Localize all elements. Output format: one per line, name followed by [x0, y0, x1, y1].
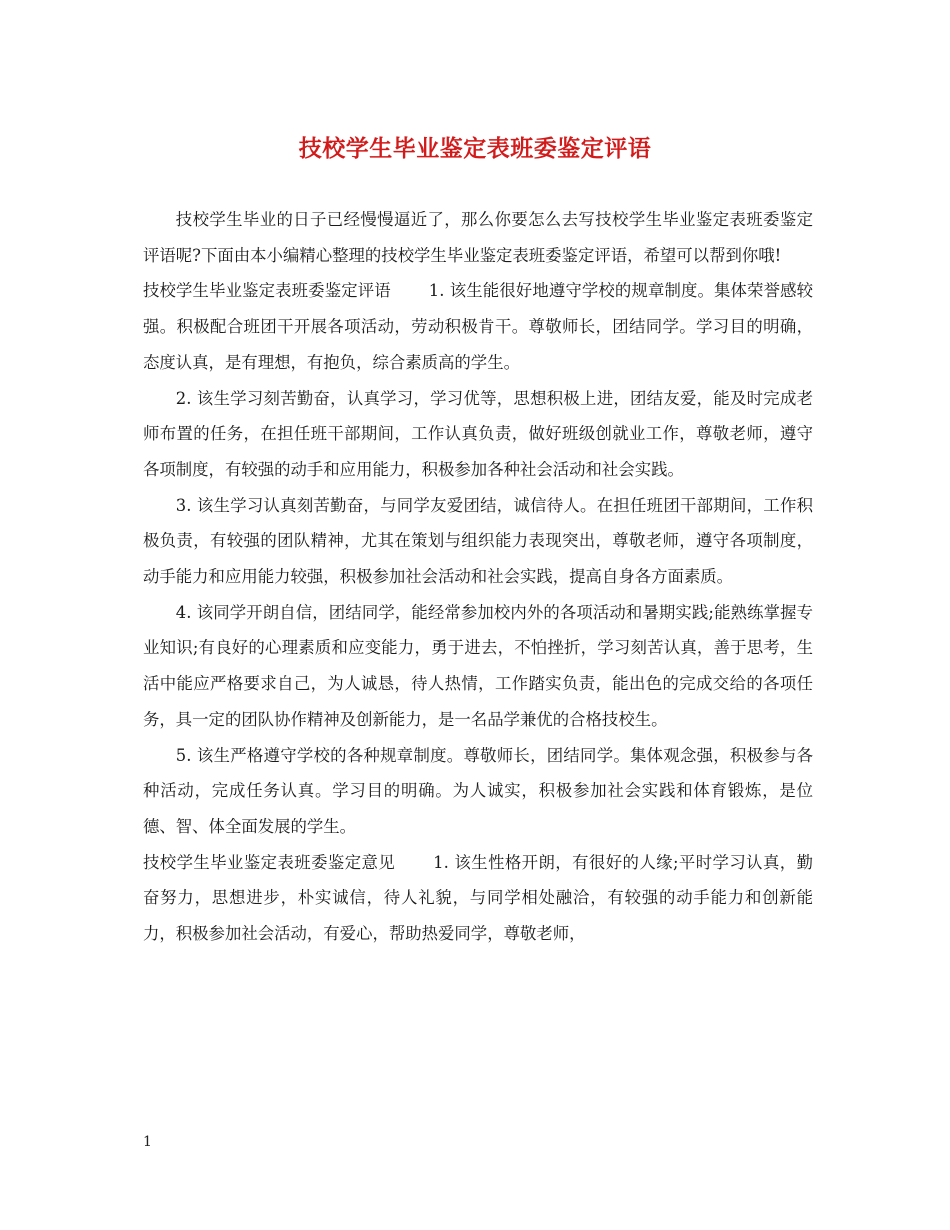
section1-item-1: 1. 该生能很好地遵守学校的规章制度。集体荣誉感较强。积极配合班团干开展各项活动，劳动积极肯干。尊敬师长，团结同学。学习目的明确，态度认真，是有理想，有抱负，综合素质高的学生。: [143, 281, 813, 372]
section1-heading: 技校学生毕业鉴定表班委鉴定评语: [143, 281, 391, 301]
section2-heading: 技校学生毕业鉴定表班委鉴定意见: [143, 852, 396, 872]
intro-paragraph: 技校学生毕业的日子已经慢慢逼近了，那么你要怎么去写技校学生毕业鉴定表班委鉴定评语呢?下面由本小编精心整理的技校学生毕业鉴定表班委鉴定评语，希望可以帮到你哦!: [143, 210, 813, 265]
section1-paragraph: [143, 273, 813, 380]
section2-item-1: 1. 该生性格开朗，有很好的人缘;平时学习认真，勤奋努力，思想进步，朴实诚信，待人礼貌，与同学相处融洽，有较强的动手能力和创新能力，积极参加社会活动，有爱心，帮助热爱同学，尊敬老师，: [143, 852, 813, 944]
section1-item-4: 4. 该同学开朗自信，团结同学，能经常参加校内外的各项活动和暑期实践;能熟练掌握专业知识;有良好的心理素质和应变能力，勇于进去，不怕挫折，学习刻苦认真，善于思考，生活中能应严格要求自己，为人诚恳，待人热情，工作踏实负责，能出色的完成交给的各项任务，具一定的团队协作精神及创新能力，是一名品学兼优的合格技校生。: [143, 602, 813, 729]
document-body: [143, 202, 813, 952]
page-number: 1: [143, 1134, 152, 1150]
section1-item-2: 2. 该生学习刻苦勤奋，认真学习，学习优等，思想积极上进，团结友爱，能及时完成老师布置的任务，在担任班干部期间，工作认真负责，做好班级创就业工作，尊敬老师，遵守各项制度，有较强的动手和应用能力，积极参加各种社会活动和社会实践。: [143, 388, 813, 479]
section1-item-3: 3. 该生学习认真刻苦勤奋，与同学友爱团结，诚信待人。在担任班团干部期间，工作积极负责，有较强的团队精神，尤其在策划与组织能力表现突出，尊敬老师，遵守各项制度，动手能力和应用能力较强，积极参加社会活动和社会实践，提高自身各方面素质。: [143, 495, 813, 587]
section2-paragraph: [143, 845, 813, 952]
document-title: 技校学生毕业鉴定表班委鉴定评语: [298, 135, 652, 162]
section1-item-5: 5. 该生严格遵守学校的各种规章制度。尊敬师长，团结同学。集体观念强，积极参与各种活动，完成任务认真。学习目的明确。为人诚实，积极参加社会实践和体育锻炼，是位德、智、体全面发展的学生。: [143, 745, 813, 836]
